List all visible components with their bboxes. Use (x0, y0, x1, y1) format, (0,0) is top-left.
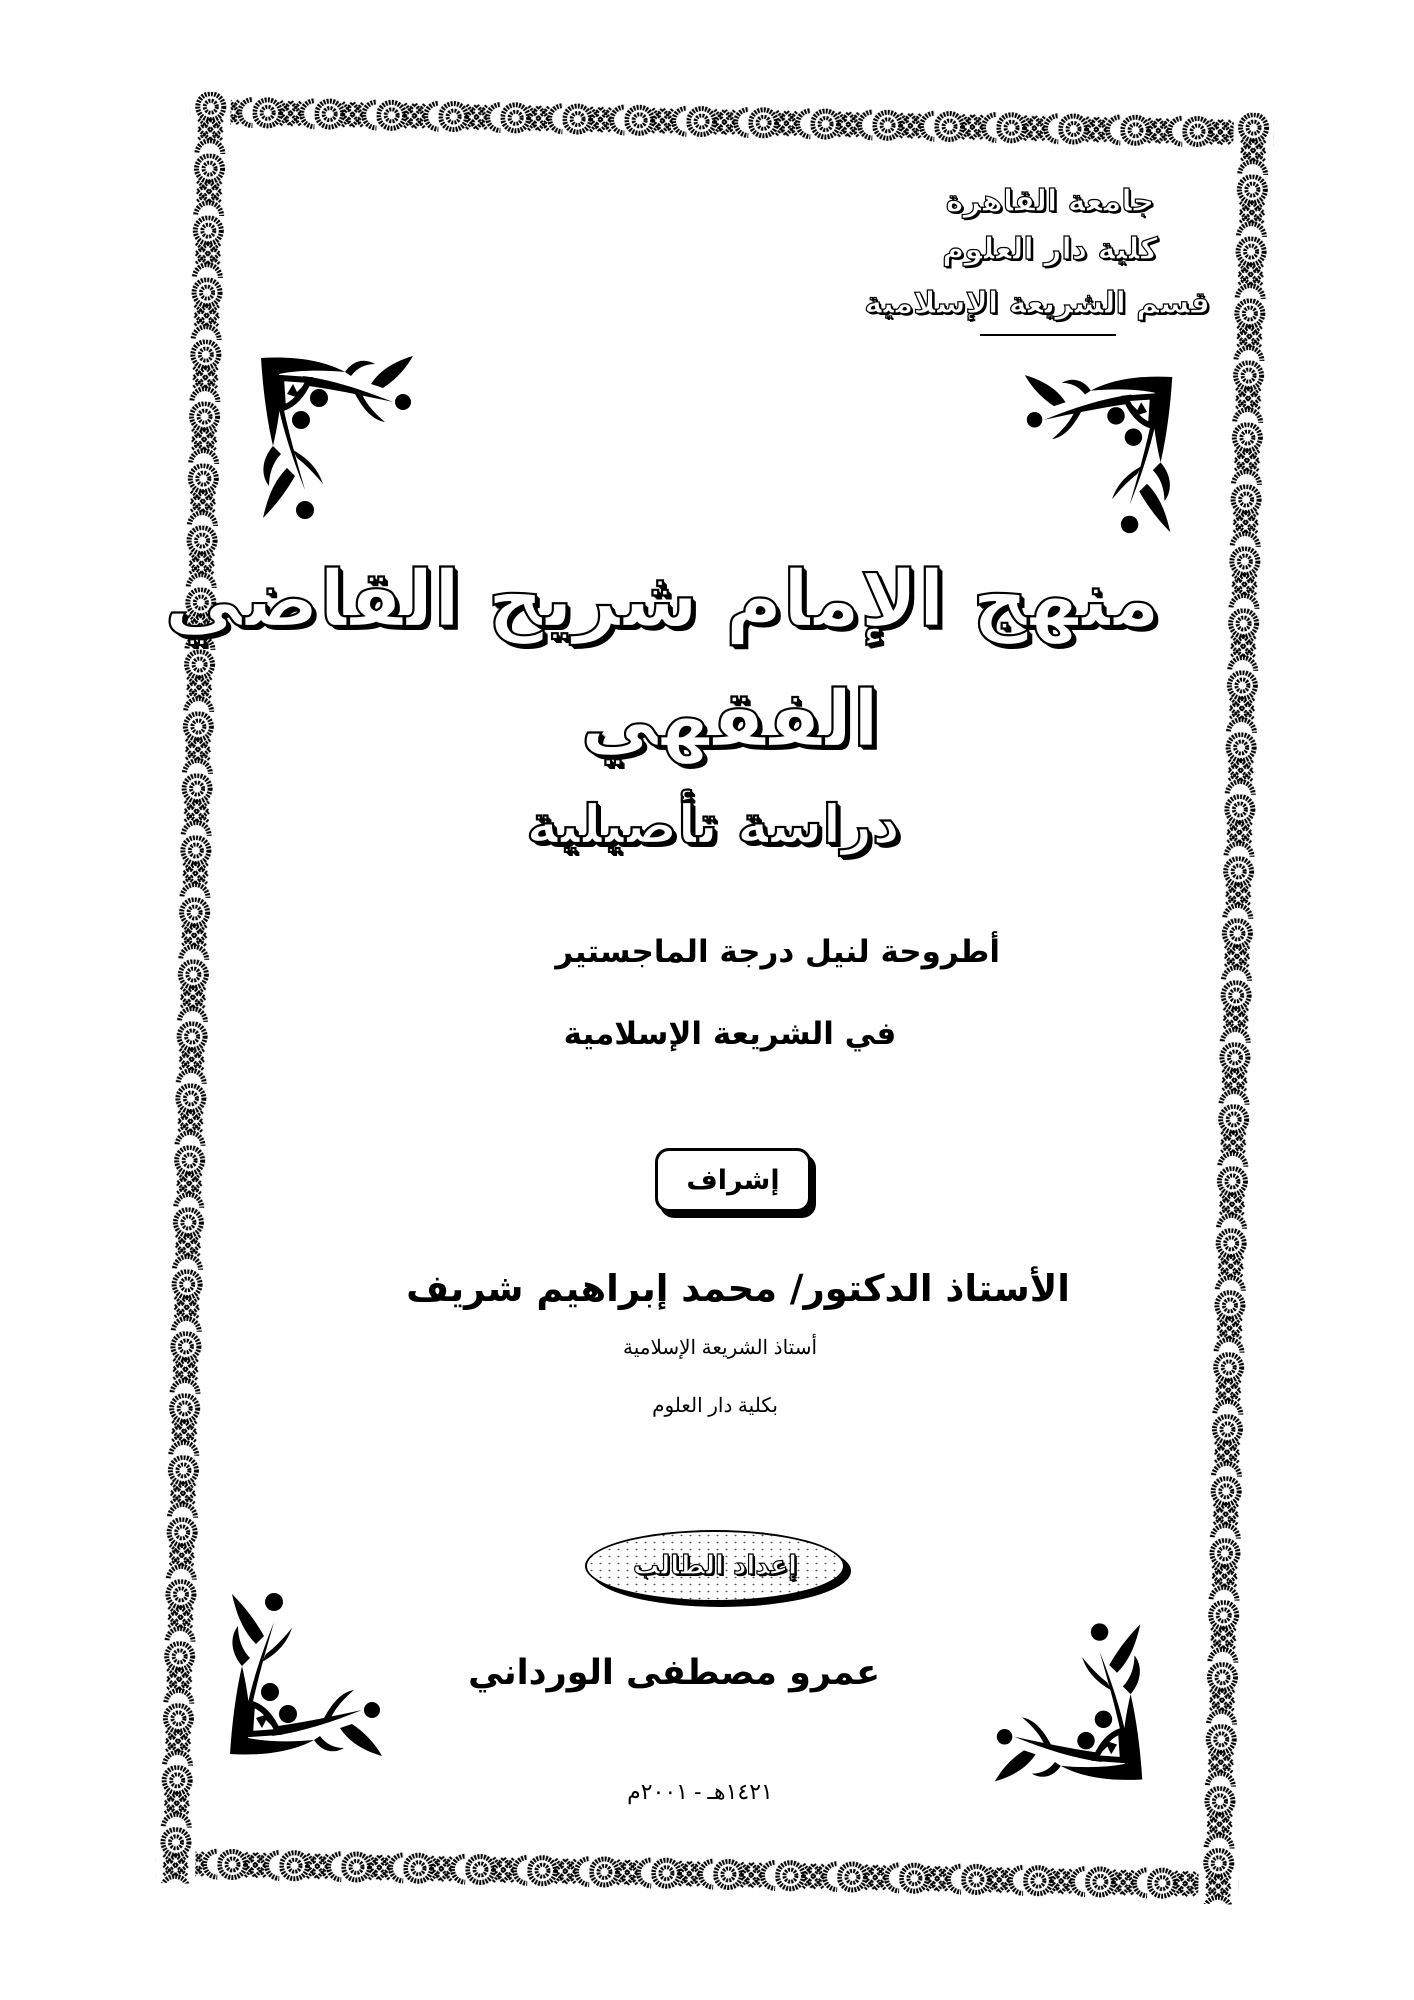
university-name: جامعة القاهرة (945, 184, 1155, 219)
author-name: عمرو مصطفى الورداني (468, 1653, 880, 1693)
supervisor-faculty: بكلية دار العلوم (652, 1395, 778, 1417)
supervisor-title: أستاذ الشريعة الإسلامية (622, 1337, 818, 1359)
header-underline (980, 334, 1116, 336)
thesis-title-line2: الفقهي (580, 675, 880, 765)
floral-corner-top-right-icon (1020, 363, 1180, 555)
degree-statement: أطروحة لنيل درجة الماجستير (555, 934, 1000, 970)
faculty-name: كلية دار العلوم (942, 232, 1158, 267)
supervision-label-box (655, 1148, 811, 1212)
degree-field: في الشريعة الإسلامية (563, 1016, 897, 1052)
floral-corner-bottom-right-icon (990, 1605, 1150, 1790)
thesis-title-line1: منهج الإمام شريح القاضي (164, 555, 1160, 645)
floral-corner-top-left-icon (253, 350, 418, 535)
border-top (190, 91, 1274, 153)
author-label-oval (585, 1530, 845, 1602)
border-right (1198, 112, 1274, 1904)
supervision-label: إشراف (686, 1164, 780, 1196)
thesis-subtitle: دراسة تأصيلية (526, 793, 900, 856)
department-name: قسم الشريعة الإسلامية (864, 286, 1210, 321)
author-label: إعداد الطالب (632, 1551, 798, 1581)
border-left (155, 91, 231, 1883)
border-bottom (155, 1843, 1239, 1905)
supervisor-name: الأستاذ الدكتور/ محمد إبراهيم شريف (406, 1267, 1070, 1310)
submission-date: ١٤٢١هـ - ٢٠٠١م (627, 1779, 773, 1804)
floral-corner-bottom-left-icon (222, 1572, 387, 1767)
